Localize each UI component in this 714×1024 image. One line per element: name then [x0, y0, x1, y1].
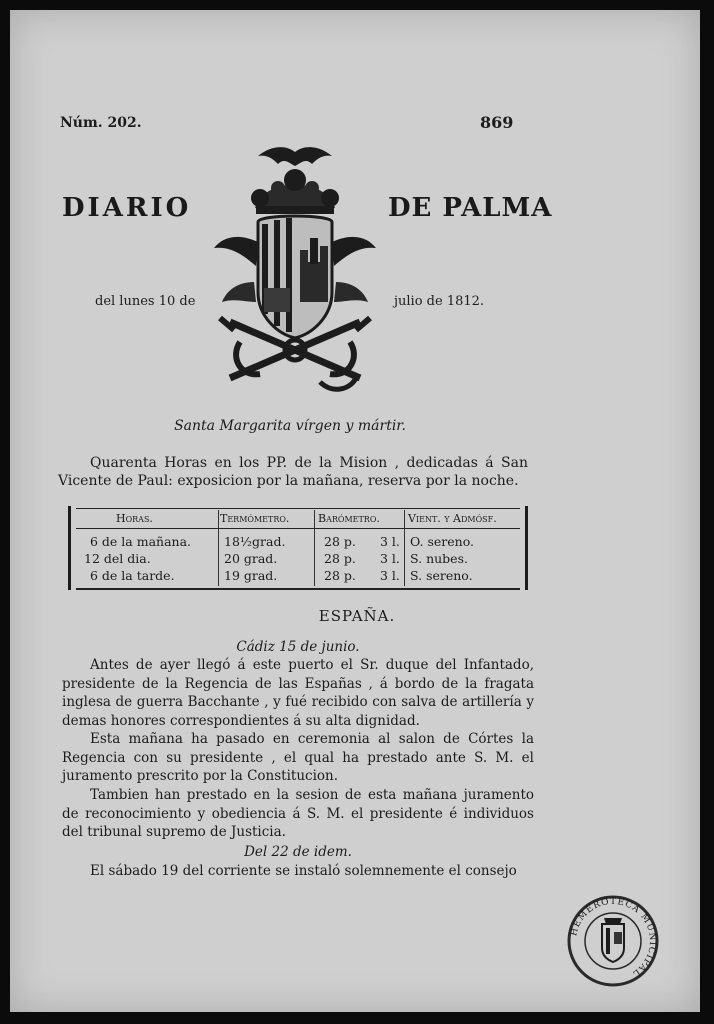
- paragraph-3: Tambien han prestado en la sesion de esta mañana juramento de reconocimiento y obediencia á S. M. el presidente é individuos del tribunal supremo de Justicia.: [62, 787, 534, 840]
- row-3-viento: S. sereno.: [410, 568, 473, 583]
- header-termometro: Termómetro.: [220, 512, 290, 525]
- stamp-text: HEMEROTECA MUNICIPAL: [569, 896, 658, 979]
- coat-of-arms-icon: [200, 142, 390, 402]
- row-2-baro-p: 28 p.: [324, 551, 356, 566]
- paragraph-1: Antes de ayer llegó á este puerto el Sr. duque del Infantado, presidente de la Regencia de las Españas , á bordo de la fragata inglesa de guerra Bacchante , y fué recibido con salva de artillería y demas honores correspondientes á su alta dignidad.: [62, 657, 534, 729]
- paragraph-4: El sábado 19 del corriente se instaló solemnemente el consejo: [90, 863, 517, 879]
- date-left: del lunes 10 de: [95, 294, 196, 309]
- row-2-baro-l: 3 l.: [380, 551, 400, 566]
- date-right: julio de 1812.: [394, 294, 485, 309]
- row-1-termo: 18½grad.: [224, 534, 286, 549]
- weather-table: [68, 504, 528, 594]
- row-2-hora: 12 del dia.: [84, 551, 151, 566]
- masthead-right: DE PALMA: [388, 193, 553, 223]
- row-1-hora: 6 de la mañana.: [90, 534, 192, 549]
- row-2-termo: 20 grad.: [224, 551, 278, 566]
- header-horas: Horas.: [116, 512, 153, 525]
- row-1-baro-p: 28 p.: [324, 534, 356, 549]
- newspaper-page: [10, 10, 700, 1012]
- section-title: ESPAÑA.: [318, 607, 396, 625]
- dateline-22: Del 22 de idem.: [244, 844, 352, 860]
- row-1-viento: O. sereno.: [410, 534, 474, 549]
- row-3-baro-l: 3 l.: [380, 568, 400, 583]
- header-barometro: Barómetro.: [318, 512, 380, 525]
- header-viento: Vient. y Admósf.: [408, 512, 497, 525]
- dateline-cadiz: Cádiz 15 de junio.: [236, 639, 360, 655]
- paragraph-2: Esta mañana ha pasado en ceremonia al salon de Córtes la Regencia con su presidente , el qual ha prestado ante S. M. el juramento prescrito por la Constitucion.: [62, 731, 534, 784]
- row-3-hora: 6 de la tarde.: [90, 568, 175, 583]
- masthead-left: DIARIO: [62, 193, 192, 223]
- intro-notice: Quarenta Horas en los PP. de la Mision , dedicadas á San Vicente de Paul: exposicion por la mañana, reserva por la noche.: [58, 455, 528, 489]
- row-3-termo: 19 grad.: [224, 568, 278, 583]
- row-3-baro-p: 28 p.: [324, 568, 356, 583]
- row-2-viento: S. nubes.: [410, 551, 468, 566]
- saint-of-the-day: Santa Margarita vírgen y mártir.: [174, 418, 406, 434]
- library-stamp-icon: [566, 894, 660, 988]
- row-1-baro-l: 3 l.: [380, 534, 400, 549]
- issue-number: Núm. 202.: [60, 115, 142, 131]
- page-number: 869: [480, 113, 514, 132]
